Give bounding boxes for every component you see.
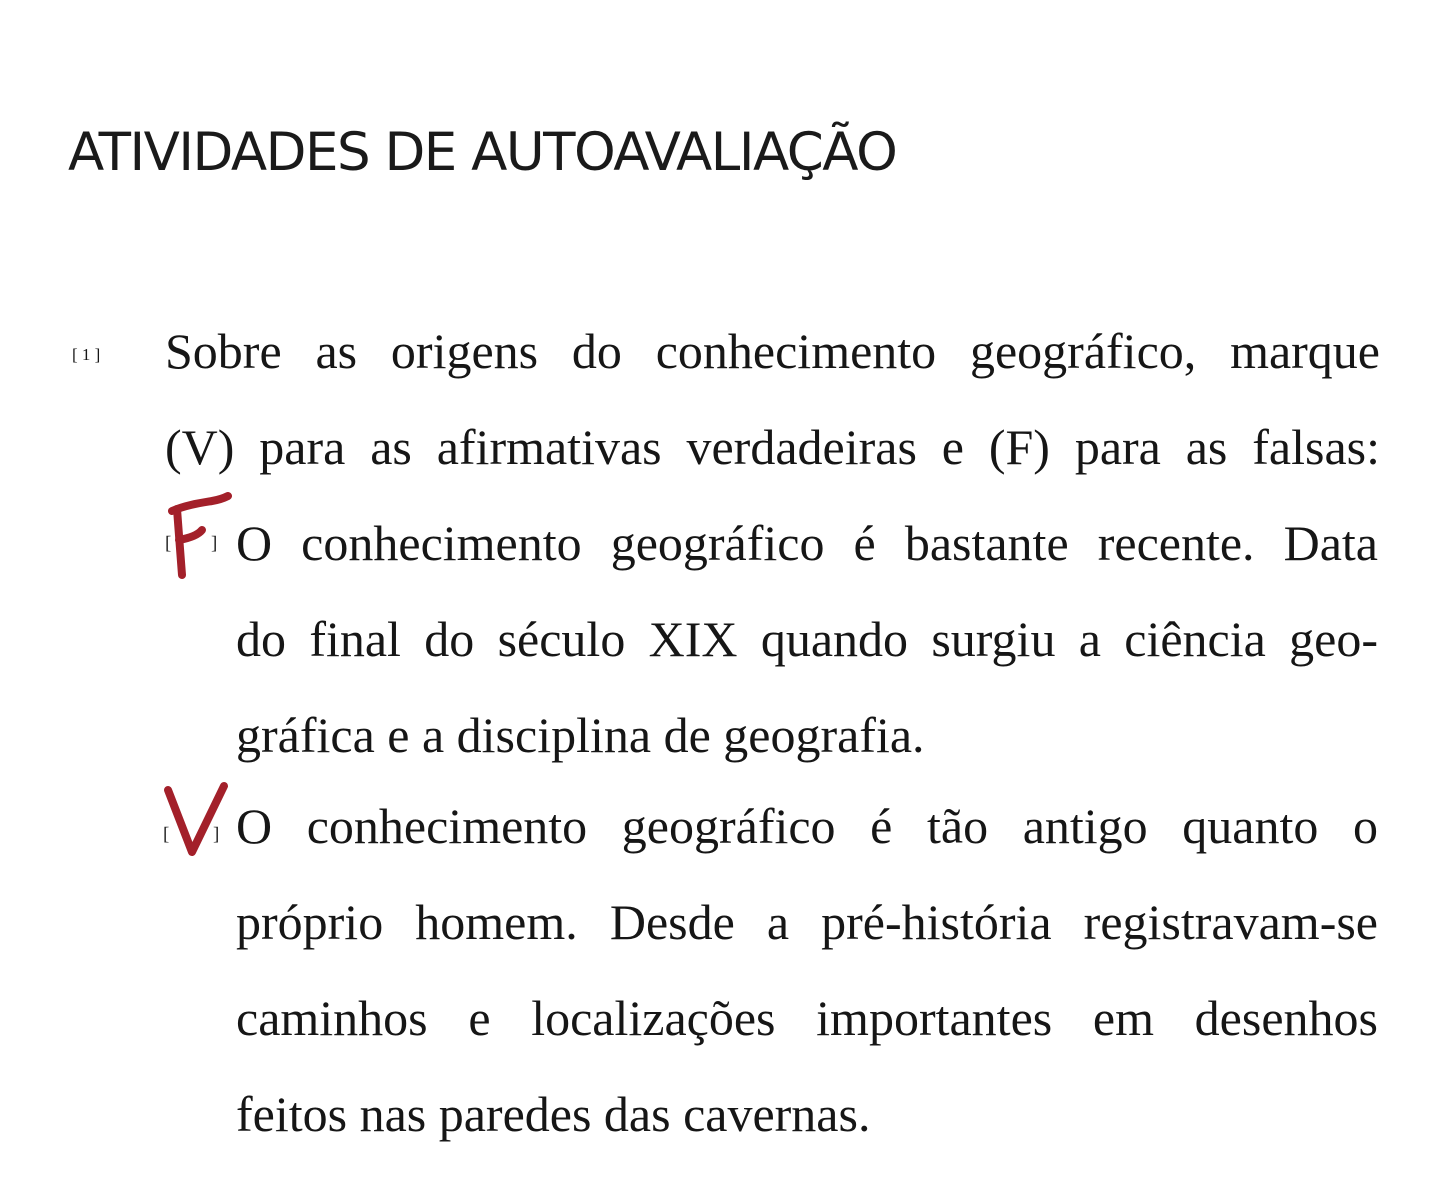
question-prompt: [165, 303, 1380, 495]
answer-bracket-open: [: [165, 533, 172, 554]
statement-line: gráfica e a disciplina de geografia.: [236, 707, 925, 763]
handwritten-v-mark: [162, 780, 234, 860]
statement-item: [236, 778, 1378, 1162]
section-heading: ATIVIDADES DE AUTOAVALIAÇÃO: [68, 122, 897, 183]
handwritten-f-mark: [160, 492, 232, 582]
statement-line: do final do século XIX quando surgiu a ciência geo-: [236, 611, 1378, 667]
answer-bracket-open: [: [163, 824, 170, 845]
question-line: (V) para as afirmativas verdadeiras e (F) para as falsas:: [165, 419, 1380, 475]
answer-bracket-close: ]: [211, 533, 218, 554]
statement-line: O conhecimento geográfico é bastante recente. Data: [236, 515, 1378, 571]
statement-line: feitos nas paredes das cavernas.: [236, 1086, 871, 1142]
statement-item: [236, 495, 1378, 783]
question-number: [ 1 ]: [72, 345, 101, 364]
statement-line: O conhecimento geográfico é tão antigo quanto o: [236, 798, 1378, 854]
statement-line: caminhos e localizações importantes em desenhos: [236, 990, 1378, 1046]
answer-bracket-close: ]: [213, 824, 220, 845]
question-line: Sobre as origens do conhecimento geográfico, marque: [165, 323, 1380, 379]
statement-line: próprio homem. Desde a pré-história registravam-se: [236, 894, 1378, 950]
